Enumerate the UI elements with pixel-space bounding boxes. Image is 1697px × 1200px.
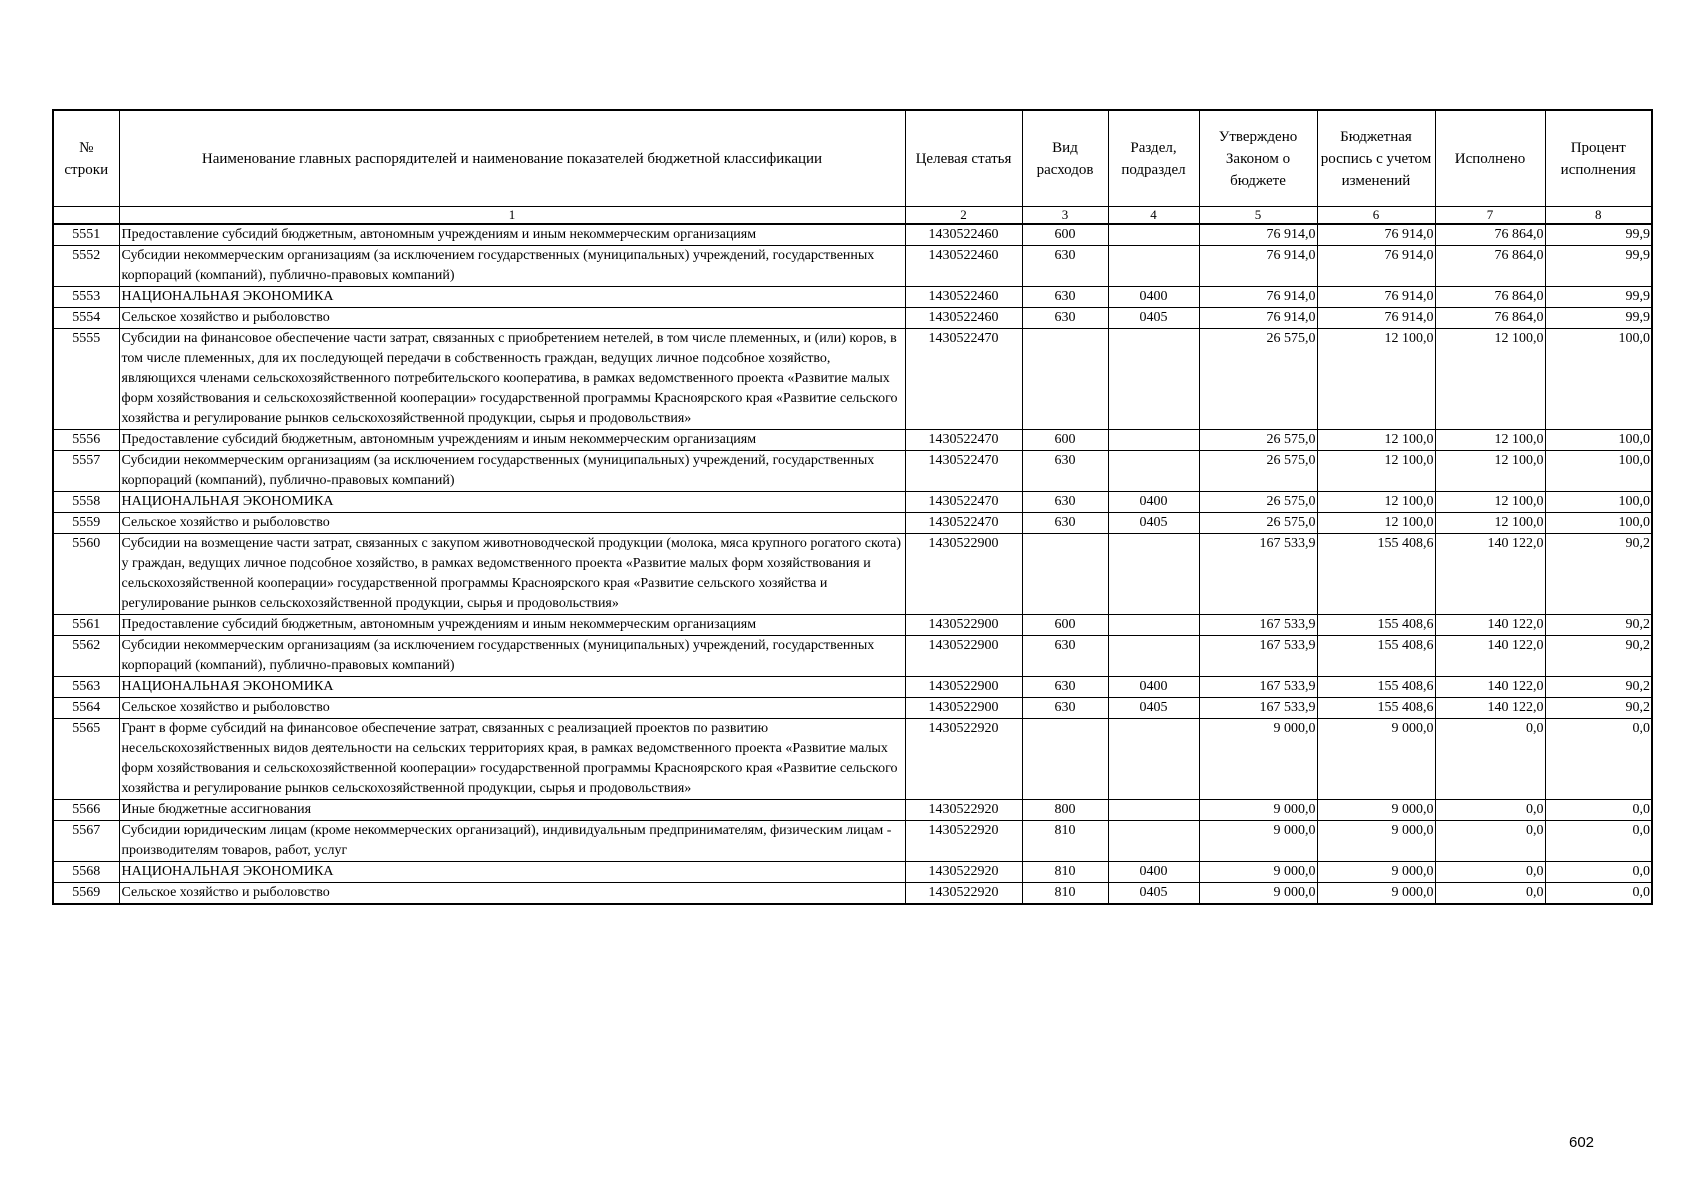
section-cell: 0405 xyxy=(1108,698,1199,719)
table-row xyxy=(53,451,1652,492)
table-row xyxy=(53,615,1652,636)
section-cell: 0405 xyxy=(1108,883,1199,905)
section-cell xyxy=(1108,246,1199,287)
col-approved-header: Утверждено Законом о бюджете xyxy=(1199,110,1317,207)
percent-cell: 90,2 xyxy=(1545,698,1652,719)
target-article-cell: 1430522900 xyxy=(905,698,1022,719)
executed-cell: 140 122,0 xyxy=(1435,534,1545,615)
budget-list-cell: 76 914,0 xyxy=(1317,287,1435,308)
budget-list-cell: 9 000,0 xyxy=(1317,800,1435,821)
table-row xyxy=(53,636,1652,677)
percent-cell: 0,0 xyxy=(1545,821,1652,862)
target-article-cell: 1430522900 xyxy=(905,615,1022,636)
budget-list-cell: 76 914,0 xyxy=(1317,246,1435,287)
name-cell: Субсидии юридическим лицам (кроме некоммерческих организаций), индивидуальным предпринимателям, физическим лицам - производителям товаров, работ, услуг xyxy=(119,821,905,862)
row-number-cell: 5556 xyxy=(53,430,119,451)
row-number-cell: 5563 xyxy=(53,677,119,698)
approved-cell: 76 914,0 xyxy=(1199,246,1317,287)
budget-list-cell: 155 408,6 xyxy=(1317,534,1435,615)
executed-cell: 76 864,0 xyxy=(1435,308,1545,329)
expense-type-cell xyxy=(1022,534,1108,615)
row-number-cell: 5554 xyxy=(53,308,119,329)
budget-list-cell: 12 100,0 xyxy=(1317,492,1435,513)
table-header xyxy=(53,110,1652,224)
target-article-cell: 1430522470 xyxy=(905,329,1022,430)
executed-cell: 76 864,0 xyxy=(1435,224,1545,246)
row-number-cell: 5559 xyxy=(53,513,119,534)
executed-cell: 0,0 xyxy=(1435,719,1545,800)
section-cell xyxy=(1108,451,1199,492)
section-cell xyxy=(1108,224,1199,246)
budget-list-cell: 76 914,0 xyxy=(1317,224,1435,246)
column-number: 4 xyxy=(1108,207,1199,225)
section-cell xyxy=(1108,800,1199,821)
approved-cell: 76 914,0 xyxy=(1199,308,1317,329)
name-cell: НАЦИОНАЛЬНАЯ ЭКОНОМИКА xyxy=(119,492,905,513)
budget-list-cell: 76 914,0 xyxy=(1317,308,1435,329)
percent-cell: 0,0 xyxy=(1545,862,1652,883)
name-cell: Предоставление субсидий бюджетным, автономным учреждениям и иным некоммерческим организациям xyxy=(119,224,905,246)
row-number-cell: 5562 xyxy=(53,636,119,677)
row-number-cell: 5569 xyxy=(53,883,119,905)
name-cell: Субсидии на возмещение части затрат, связанных с закупом животноводческой продукции (молока, мяса крупного рогатого скота) у граждан, ведущих личное подсобное хозяйство, в рамках ведомственного проекта «Развитие малых форм хозяйствования и сельскохозяйственной кооперации» государственной программы Красноярского края «Развитие сельского хозяйства и регулирование рынков сельскохозяйственной продукции, сырья и продовольствия» xyxy=(119,534,905,615)
approved-cell: 167 533,9 xyxy=(1199,677,1317,698)
expense-type-cell: 600 xyxy=(1022,430,1108,451)
header-row xyxy=(53,110,1652,207)
name-cell: Сельское хозяйство и рыболовство xyxy=(119,698,905,719)
target-article-cell: 1430522460 xyxy=(905,224,1022,246)
budget-list-cell: 12 100,0 xyxy=(1317,513,1435,534)
col-row-number-header: № строки xyxy=(53,110,119,207)
section-cell: 0400 xyxy=(1108,287,1199,308)
table-row xyxy=(53,534,1652,615)
percent-cell: 100,0 xyxy=(1545,492,1652,513)
percent-cell: 99,9 xyxy=(1545,308,1652,329)
target-article-cell: 1430522900 xyxy=(905,534,1022,615)
row-number-cell: 5551 xyxy=(53,224,119,246)
executed-cell: 140 122,0 xyxy=(1435,615,1545,636)
name-cell: Сельское хозяйство и рыболовство xyxy=(119,308,905,329)
column-number: 7 xyxy=(1435,207,1545,225)
table-row xyxy=(53,800,1652,821)
budget-list-cell: 9 000,0 xyxy=(1317,862,1435,883)
executed-cell: 140 122,0 xyxy=(1435,698,1545,719)
column-number: 1 xyxy=(119,207,905,225)
approved-cell: 9 000,0 xyxy=(1199,800,1317,821)
budget-list-cell: 155 408,6 xyxy=(1317,677,1435,698)
expense-type-cell: 630 xyxy=(1022,698,1108,719)
expense-type-cell: 810 xyxy=(1022,862,1108,883)
percent-cell: 99,9 xyxy=(1545,246,1652,287)
executed-cell: 12 100,0 xyxy=(1435,329,1545,430)
expense-type-cell: 630 xyxy=(1022,308,1108,329)
budget-table xyxy=(52,109,1653,905)
section-cell xyxy=(1108,821,1199,862)
table-row xyxy=(53,513,1652,534)
name-cell: Субсидии некоммерческим организациям (за исключением государственных (муниципальных) учреждений, государственных корпораций (компаний), публично-правовых компаний) xyxy=(119,451,905,492)
name-cell: Предоставление субсидий бюджетным, автономным учреждениям и иным некоммерческим организациям xyxy=(119,430,905,451)
name-cell: Сельское хозяйство и рыболовство xyxy=(119,513,905,534)
table-row xyxy=(53,677,1652,698)
target-article-cell: 1430522920 xyxy=(905,883,1022,905)
row-number-cell: 5553 xyxy=(53,287,119,308)
executed-cell: 12 100,0 xyxy=(1435,451,1545,492)
col-target-article-header: Целевая статья xyxy=(905,110,1022,207)
target-article-cell: 1430522920 xyxy=(905,862,1022,883)
col-section-header: Раздел, подраздел xyxy=(1108,110,1199,207)
budget-list-cell: 12 100,0 xyxy=(1317,329,1435,430)
approved-cell: 26 575,0 xyxy=(1199,492,1317,513)
expense-type-cell: 630 xyxy=(1022,492,1108,513)
row-number-cell: 5560 xyxy=(53,534,119,615)
budget-list-cell: 155 408,6 xyxy=(1317,636,1435,677)
col-name-header: Наименование главных распорядителей и наименование показателей бюджетной классификации xyxy=(119,110,905,207)
target-article-cell: 1430522460 xyxy=(905,246,1022,287)
row-number-cell: 5557 xyxy=(53,451,119,492)
target-article-cell: 1430522470 xyxy=(905,430,1022,451)
executed-cell: 76 864,0 xyxy=(1435,287,1545,308)
executed-cell: 140 122,0 xyxy=(1435,636,1545,677)
approved-cell: 26 575,0 xyxy=(1199,451,1317,492)
percent-cell: 0,0 xyxy=(1545,800,1652,821)
percent-cell: 90,2 xyxy=(1545,534,1652,615)
section-cell xyxy=(1108,719,1199,800)
table-row xyxy=(53,883,1652,905)
percent-cell: 90,2 xyxy=(1545,677,1652,698)
expense-type-cell: 630 xyxy=(1022,451,1108,492)
col-budget-list-header: Бюджетная роспись с учетом изменений xyxy=(1317,110,1435,207)
budget-list-cell: 9 000,0 xyxy=(1317,719,1435,800)
expense-type-cell: 600 xyxy=(1022,615,1108,636)
row-number-cell: 5552 xyxy=(53,246,119,287)
approved-cell: 9 000,0 xyxy=(1199,821,1317,862)
table-row xyxy=(53,719,1652,800)
budget-list-cell: 155 408,6 xyxy=(1317,615,1435,636)
name-cell: НАЦИОНАЛЬНАЯ ЭКОНОМИКА xyxy=(119,677,905,698)
expense-type-cell xyxy=(1022,719,1108,800)
column-number: 3 xyxy=(1022,207,1108,225)
name-cell: Субсидии некоммерческим организациям (за исключением государственных (муниципальных) учреждений, государственных корпораций (компаний), публично-правовых компаний) xyxy=(119,246,905,287)
table-row xyxy=(53,308,1652,329)
executed-cell: 0,0 xyxy=(1435,800,1545,821)
approved-cell: 26 575,0 xyxy=(1199,513,1317,534)
row-number-cell: 5558 xyxy=(53,492,119,513)
approved-cell: 26 575,0 xyxy=(1199,430,1317,451)
target-article-cell: 1430522470 xyxy=(905,492,1022,513)
percent-cell: 0,0 xyxy=(1545,719,1652,800)
budget-list-cell: 9 000,0 xyxy=(1317,883,1435,905)
column-number xyxy=(53,207,119,225)
table-row xyxy=(53,246,1652,287)
percent-cell: 100,0 xyxy=(1545,430,1652,451)
name-cell: Грант в форме субсидий на финансовое обеспечение затрат, связанных с реализацией проектов по развитию несельскохозяйственных видов деятельности на сельских территориях края, в рамках ведомственного проекта «Развитие малых форм хозяйствования и сельскохозяйственной кооперации» государственной программы Красноярского края «Развитие сельского хозяйства и регулирование рынков сельскохозяйственной продукции, сырья и продовольствия» xyxy=(119,719,905,800)
expense-type-cell: 800 xyxy=(1022,800,1108,821)
row-number-cell: 5555 xyxy=(53,329,119,430)
percent-cell: 99,9 xyxy=(1545,287,1652,308)
approved-cell: 76 914,0 xyxy=(1199,224,1317,246)
name-cell: Субсидии некоммерческим организациям (за исключением государственных (муниципальных) учреждений, государственных корпораций (компаний), публично-правовых компаний) xyxy=(119,636,905,677)
row-number-cell: 5566 xyxy=(53,800,119,821)
approved-cell: 167 533,9 xyxy=(1199,636,1317,677)
name-cell: НАЦИОНАЛЬНАЯ ЭКОНОМИКА xyxy=(119,862,905,883)
target-article-cell: 1430522900 xyxy=(905,677,1022,698)
expense-type-cell: 810 xyxy=(1022,821,1108,862)
expense-type-cell: 600 xyxy=(1022,224,1108,246)
name-cell: Предоставление субсидий бюджетным, автономным учреждениям и иным некоммерческим организациям xyxy=(119,615,905,636)
approved-cell: 76 914,0 xyxy=(1199,287,1317,308)
expense-type-cell: 630 xyxy=(1022,287,1108,308)
name-cell: НАЦИОНАЛЬНАЯ ЭКОНОМИКА xyxy=(119,287,905,308)
column-number: 5 xyxy=(1199,207,1317,225)
budget-list-cell: 155 408,6 xyxy=(1317,698,1435,719)
row-number-cell: 5567 xyxy=(53,821,119,862)
expense-type-cell: 630 xyxy=(1022,513,1108,534)
table-row xyxy=(53,224,1652,246)
table-row xyxy=(53,698,1652,719)
percent-cell: 99,9 xyxy=(1545,224,1652,246)
target-article-cell: 1430522920 xyxy=(905,800,1022,821)
row-number-cell: 5564 xyxy=(53,698,119,719)
executed-cell: 12 100,0 xyxy=(1435,513,1545,534)
budget-table-container xyxy=(52,109,1651,905)
executed-cell: 0,0 xyxy=(1435,821,1545,862)
budget-list-cell: 9 000,0 xyxy=(1317,821,1435,862)
approved-cell: 26 575,0 xyxy=(1199,329,1317,430)
expense-type-cell: 810 xyxy=(1022,883,1108,905)
budget-list-cell: 12 100,0 xyxy=(1317,451,1435,492)
percent-cell: 90,2 xyxy=(1545,615,1652,636)
table-row xyxy=(53,862,1652,883)
table-row xyxy=(53,821,1652,862)
section-cell: 0405 xyxy=(1108,308,1199,329)
target-article-cell: 1430522470 xyxy=(905,513,1022,534)
expense-type-cell: 630 xyxy=(1022,636,1108,677)
target-article-cell: 1430522920 xyxy=(905,719,1022,800)
executed-cell: 0,0 xyxy=(1435,883,1545,905)
executed-cell: 140 122,0 xyxy=(1435,677,1545,698)
table-body xyxy=(53,224,1652,904)
section-cell: 0400 xyxy=(1108,492,1199,513)
name-cell: Иные бюджетные ассигнования xyxy=(119,800,905,821)
table-row xyxy=(53,492,1652,513)
approved-cell: 167 533,9 xyxy=(1199,698,1317,719)
table-row xyxy=(53,287,1652,308)
percent-cell: 100,0 xyxy=(1545,513,1652,534)
target-article-cell: 1430522460 xyxy=(905,308,1022,329)
section-cell xyxy=(1108,430,1199,451)
executed-cell: 76 864,0 xyxy=(1435,246,1545,287)
row-number-cell: 5565 xyxy=(53,719,119,800)
page-number: 602 xyxy=(1569,1134,1595,1151)
expense-type-cell: 630 xyxy=(1022,246,1108,287)
executed-cell: 0,0 xyxy=(1435,862,1545,883)
section-cell: 0405 xyxy=(1108,513,1199,534)
expense-type-cell xyxy=(1022,329,1108,430)
row-number-cell: 5568 xyxy=(53,862,119,883)
section-cell xyxy=(1108,534,1199,615)
percent-cell: 100,0 xyxy=(1545,329,1652,430)
section-cell: 0400 xyxy=(1108,677,1199,698)
target-article-cell: 1430522460 xyxy=(905,287,1022,308)
name-cell: Субсидии на финансовое обеспечение части затрат, связанных с приобретением нетелей, в том числе племенных, и (или) коров, в том числе племенных, для их последующей передачи в собственность граждан, ведущих личное подсобное хозяйство, являющихся членами сельскохозяйственного потребительского кооператива, в рамках ведомственного проекта «Развитие малых форм хозяйствования и сельскохозяйственной кооперации» государственной программы Красноярского края «Развитие сельского хозяйства и регулирование рынков сельскохозяйственной продукции, сырья и продовольствия» xyxy=(119,329,905,430)
section-cell xyxy=(1108,636,1199,677)
col-executed-header: Исполнено xyxy=(1435,110,1545,207)
table-row xyxy=(53,329,1652,430)
approved-cell: 167 533,9 xyxy=(1199,534,1317,615)
section-cell xyxy=(1108,329,1199,430)
target-article-cell: 1430522920 xyxy=(905,821,1022,862)
percent-cell: 0,0 xyxy=(1545,883,1652,905)
column-number-row xyxy=(53,207,1652,225)
expense-type-cell: 630 xyxy=(1022,677,1108,698)
percent-cell: 90,2 xyxy=(1545,636,1652,677)
column-number: 8 xyxy=(1545,207,1652,225)
column-number: 6 xyxy=(1317,207,1435,225)
target-article-cell: 1430522900 xyxy=(905,636,1022,677)
row-number-cell: 5561 xyxy=(53,615,119,636)
name-cell: Сельское хозяйство и рыболовство xyxy=(119,883,905,905)
col-expense-type-header: Вид расходов xyxy=(1022,110,1108,207)
executed-cell: 12 100,0 xyxy=(1435,430,1545,451)
target-article-cell: 1430522470 xyxy=(905,451,1022,492)
section-cell: 0400 xyxy=(1108,862,1199,883)
approved-cell: 9 000,0 xyxy=(1199,719,1317,800)
col-percent-header: Процент исполнения xyxy=(1545,110,1652,207)
executed-cell: 12 100,0 xyxy=(1435,492,1545,513)
approved-cell: 9 000,0 xyxy=(1199,883,1317,905)
approved-cell: 167 533,9 xyxy=(1199,615,1317,636)
section-cell xyxy=(1108,615,1199,636)
table-row xyxy=(53,430,1652,451)
percent-cell: 100,0 xyxy=(1545,451,1652,492)
budget-list-cell: 12 100,0 xyxy=(1317,430,1435,451)
approved-cell: 9 000,0 xyxy=(1199,862,1317,883)
column-number: 2 xyxy=(905,207,1022,225)
